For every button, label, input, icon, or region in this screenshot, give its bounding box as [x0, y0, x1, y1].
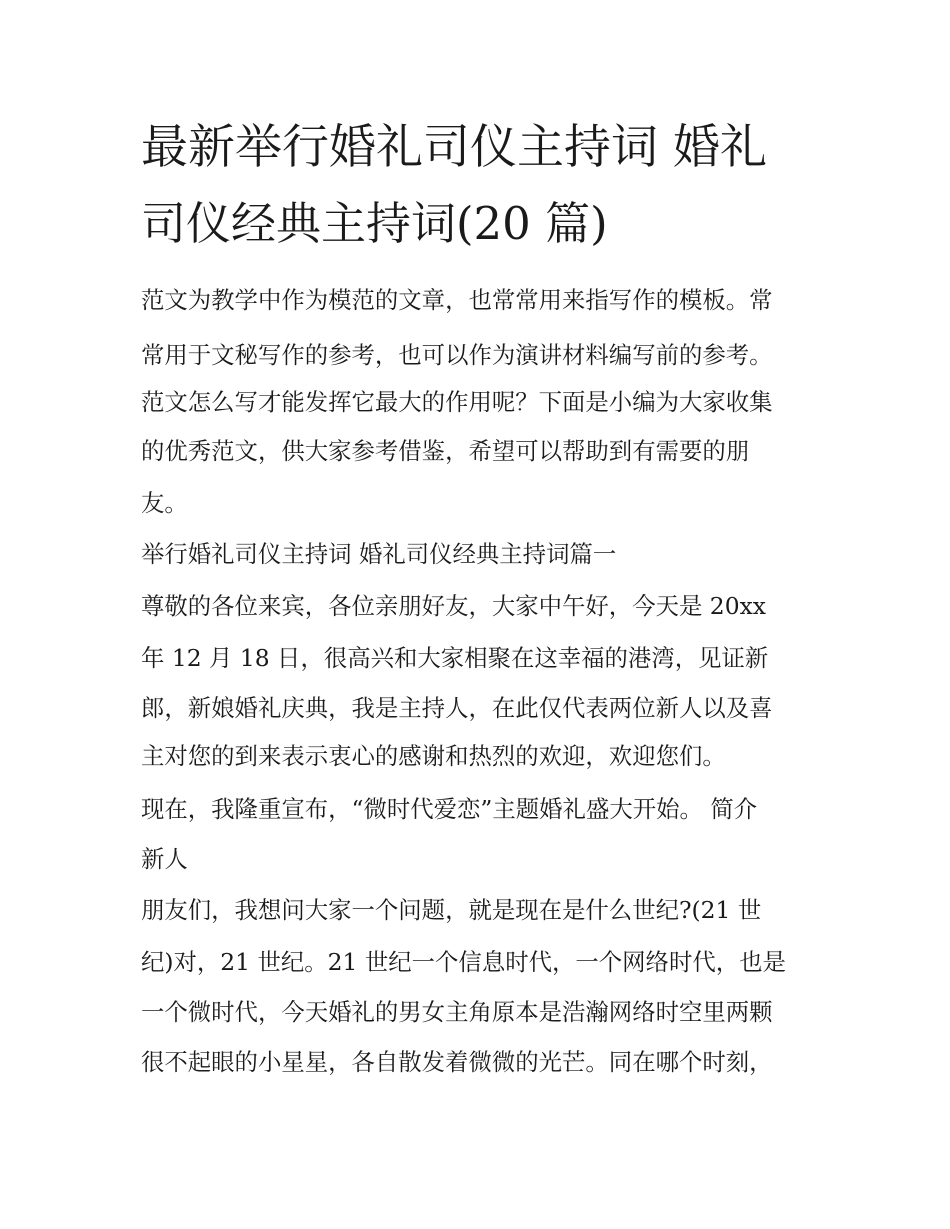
document-title-line-2: 司仪经典主持词(20 篇) — [141, 197, 608, 250]
intro-line: 范文为教学中作为模范的文章，也常常用来指写作的模板。常 — [141, 286, 773, 314]
paragraph-line: 纪)对，21 世纪。21 世纪一个信息时代，一个网络时代，也是 — [141, 948, 786, 976]
intro-line: 范文怎么写才能发挥它最大的作用呢？下面是小编为大家收集 — [141, 388, 773, 416]
section-heading: 举行婚礼司仪主持词 婚礼司仪经典主持词篇一 — [141, 540, 617, 568]
paragraph-line: 很不起眼的小星星，各自散发着微微的光芒。同在哪个时刻， — [141, 1048, 773, 1076]
paragraph-line: 郎，新娘婚礼庆典，我是主持人，在此仅代表两位新人以及喜 — [141, 694, 773, 722]
paragraph-line: 新人 — [141, 845, 188, 873]
paragraph-line: 朋友们，我想问大家一个问题，就是现在是什么世纪?(21 世 — [141, 896, 762, 924]
paragraph-line: 尊敬的各位来宾，各位亲朋好友，大家中午好，今天是 20xx — [141, 592, 766, 620]
paragraph-line: 主对您的到来表示衷心的感谢和热烈的欢迎，欢迎您们。 — [141, 742, 726, 770]
paragraph-line: 一个微时代，今天婚礼的男女主角原本是浩瀚网络时空里两颗 — [141, 998, 773, 1026]
paragraph-line: 现在，我隆重宣布，“微时代爱恋”主题婚礼盛大开始。 简介 — [141, 795, 758, 823]
paragraph-line: 年 12 月 18 日，很高兴和大家相聚在这幸福的港湾，见证新 — [141, 644, 769, 672]
intro-line: 的优秀范文，供大家参考借鉴，希望可以帮助到有需要的朋 — [141, 437, 750, 465]
intro-line: 友。 — [141, 489, 188, 517]
document-title-line-1: 最新举行婚礼司仪主持词 婚礼 — [141, 120, 767, 175]
intro-line: 常用于文秘写作的参考，也可以作为演讲材料编写前的参考。 — [141, 341, 773, 369]
